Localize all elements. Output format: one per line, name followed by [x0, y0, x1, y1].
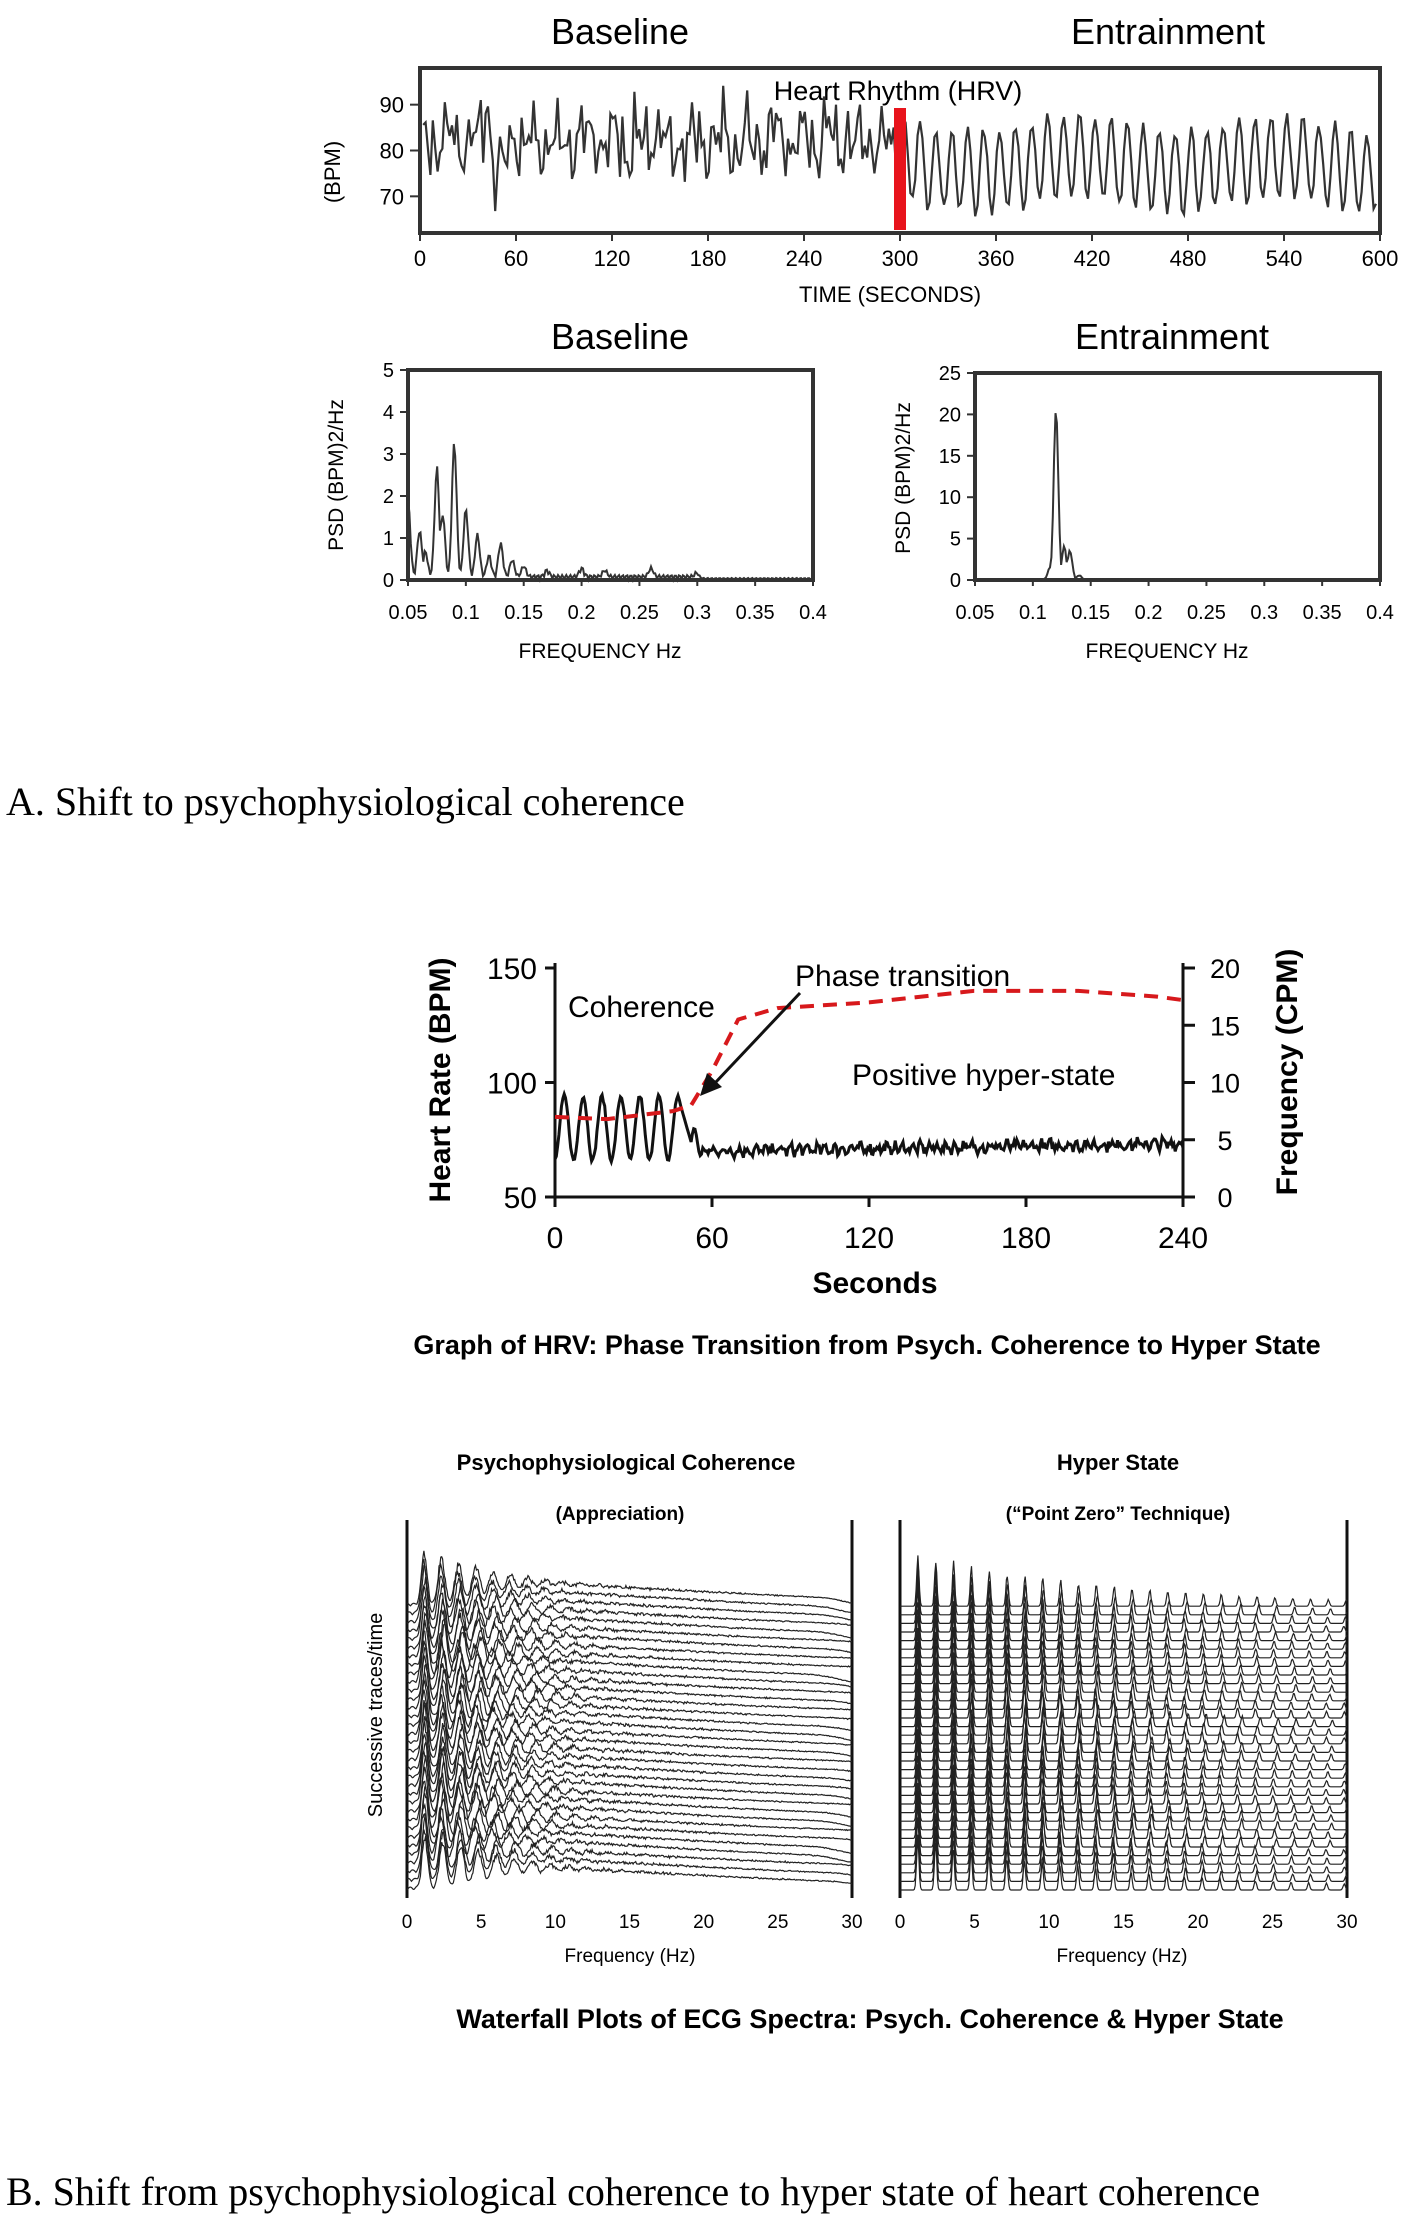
phase-x-tick-label: 180 — [1000, 1222, 1052, 1255]
hrv-x-tick-label: 360 — [977, 246, 1015, 271]
waterfall-left-x-tick-label: 5 — [475, 1912, 487, 1933]
waterfall-left-x-tick-label: 0 — [401, 1912, 413, 1933]
waterfall-right-trace — [900, 1764, 1347, 1812]
phase-right-tick-label: 20 — [1209, 954, 1241, 984]
psd-baseline-y-ticks — [383, 360, 408, 592]
psd-baseline-x-tick-label: 0.05 — [388, 602, 428, 624]
waterfall-right-trace — [900, 1791, 1347, 1839]
waterfall-right-x-tick-label: 15 — [1112, 1912, 1135, 1933]
hrv-chart — [320, 11, 1398, 307]
phase-ylabel-left: Heart Rate (BPM) — [424, 957, 457, 1203]
hrv-ylabel: (BPM) — [320, 140, 345, 204]
waterfall-left-x-tick-label: 30 — [841, 1912, 863, 1933]
hrv-x-tick-label: 540 — [1265, 246, 1303, 271]
psd-entrainment-x-ticks — [956, 580, 1394, 624]
waterfall-right-traces — [900, 1555, 1347, 1890]
psd-entrainment-chart — [892, 316, 1394, 663]
psd-entrainment-x-tick-label: 0.1 — [1018, 602, 1047, 624]
hrv-section-baseline: Baseline — [550, 11, 690, 52]
hrv-y-tick-label: 80 — [379, 138, 404, 164]
phase-annotation-hyper: Positive hyper-state — [852, 1059, 1116, 1092]
psd-baseline-x-ticks — [389, 580, 827, 624]
psd-entrainment-y-tick-label: 10 — [938, 487, 961, 510]
waterfall-right-title: Hyper State — [1056, 1450, 1180, 1475]
hrv-x-tick-label: 60 — [503, 246, 529, 271]
psd-baseline-chart — [325, 316, 827, 663]
phase-right-tick-label: 10 — [1209, 1068, 1241, 1099]
psd-entrainment-x-tick-label: 0.35 — [1302, 602, 1342, 624]
hrv-section-entrainment: Entrainment — [1070, 11, 1266, 52]
psd-baseline-x-tick-label: 0.3 — [683, 602, 712, 624]
waterfall-right-trace — [900, 1818, 1347, 1865]
waterfall-right-x-tick-label: 25 — [1261, 1912, 1284, 1933]
phase-heart-rate-line — [555, 1094, 1183, 1162]
psd-entrainment-frame — [975, 373, 1380, 580]
waterfall-right-xlabel: Frequency (Hz) — [1056, 1946, 1188, 1967]
hrv-y-tick-label: 70 — [379, 184, 404, 210]
waterfall-right-trace — [900, 1729, 1347, 1779]
figure-a-caption: A. Shift to psychophysiological coherence — [6, 779, 685, 824]
waterfall-right-trace — [900, 1555, 1347, 1606]
psd-entrainment-y-tick-label: 20 — [938, 404, 961, 427]
waterfall-right-x-ticks — [895, 1912, 1358, 1933]
figure-b-caption: B. Shift from psychophysiological coherence to hyper state of heart coherence — [6, 2169, 1261, 2214]
waterfall-right-trace — [900, 1628, 1347, 1675]
phase-x-tick-label: 120 — [843, 1222, 895, 1255]
psd-baseline-line — [408, 444, 812, 580]
psd-baseline-y-tick-label: 4 — [382, 402, 394, 424]
hrv-x-tick-label: 240 — [785, 246, 823, 271]
phase-annotation-transition: Phase transition — [795, 960, 1011, 993]
waterfall-caption: Waterfall Plots of ECG Spectra: Psych. Coherence & Hyper State — [456, 2004, 1284, 2034]
waterfall-left-subtitle: (Appreciation) — [555, 1504, 685, 1525]
waterfall-right-x-tick-label: 0 — [894, 1912, 906, 1933]
psd-baseline-x-tick-label: 0.1 — [451, 602, 480, 624]
waterfall-right-x-tick-label: 5 — [969, 1912, 980, 1933]
phase-x-tick-label: 240 — [1157, 1222, 1209, 1255]
hrv-title: Heart Rhythm (HRV) — [773, 76, 1023, 106]
waterfall-right-trace — [900, 1564, 1347, 1615]
waterfall-right-x-tick-label: 10 — [1038, 1912, 1060, 1933]
psd-entrainment-x-tick-label: 0.05 — [955, 602, 995, 624]
hrv-x-tick-label: 120 — [593, 246, 631, 271]
phase-right-ticks — [1183, 954, 1240, 1213]
phase-annotation-coherence: Coherence — [568, 991, 715, 1024]
hrv-x-tick-label: 600 — [1361, 246, 1399, 271]
phase-xlabel: Seconds — [812, 1267, 938, 1300]
waterfall-left-trace — [407, 1781, 852, 1830]
phase-right-tick-label: 0 — [1217, 1183, 1233, 1213]
psd-baseline-x-tick-label: 0.35 — [735, 602, 775, 624]
psd-entrainment-x-tick-label: 0.25 — [1186, 602, 1226, 624]
hrv-x-tick-label: 300 — [881, 246, 919, 271]
hrv-xlabel: TIME (SECONDS) — [798, 282, 982, 307]
waterfall-left-traces — [407, 1551, 852, 1890]
waterfall-left-x-tick-label: 25 — [767, 1912, 789, 1933]
waterfall-left-x-tick-label: 20 — [693, 1912, 715, 1933]
psd-entrainment-ylabel: PSD (BPM)2/Hz — [892, 402, 915, 554]
psd-baseline-x-tick-label: 0.2 — [567, 602, 596, 624]
waterfall-right-trace — [900, 1781, 1347, 1830]
psd-entrainment-xlabel: FREQUENCY Hz — [1085, 640, 1249, 663]
phase-ylabel-right: Frequency (CPM) — [1271, 948, 1304, 1196]
psd-entrainment-title: Entrainment — [1074, 316, 1270, 357]
psd-baseline-x-tick-label: 0.25 — [619, 602, 659, 624]
waterfall-right-trace — [900, 1678, 1347, 1727]
psd-entrainment-y-ticks — [939, 363, 975, 592]
waterfall-left-x-tick-label: 15 — [618, 1912, 641, 1933]
phase-left-tick-label: 150 — [486, 953, 537, 986]
waterfall-right-trace — [900, 1610, 1347, 1658]
hrv-x-ticks — [414, 233, 1398, 271]
waterfall-charts — [365, 1450, 1358, 2034]
psd-baseline-ylabel: PSD (BPM)2/Hz — [325, 399, 348, 551]
hrv-x-tick-label: 0 — [413, 246, 427, 271]
psd-entrainment-x-tick-label: 0.4 — [1366, 602, 1394, 624]
phase-chart — [413, 949, 1320, 1360]
psd-entrainment-x-tick-label: 0.3 — [1250, 602, 1279, 624]
waterfall-right-x-tick-label: 20 — [1187, 1912, 1209, 1933]
psd-entrainment-y-tick-label: 0 — [949, 570, 961, 592]
psd-baseline-x-tick-label: 0.15 — [504, 602, 544, 624]
psd-entrainment-x-tick-label: 0.2 — [1134, 602, 1163, 624]
psd-entrainment-line — [975, 413, 1379, 580]
psd-baseline-y-tick-label: 1 — [382, 528, 394, 550]
psd-baseline-y-tick-label: 5 — [382, 360, 394, 382]
waterfall-right-subtitle: (“Point Zero” Technique) — [1005, 1504, 1231, 1525]
psd-entrainment-y-tick-label: 25 — [938, 363, 961, 385]
psd-baseline-title: Baseline — [550, 316, 690, 357]
waterfall-left-x-tick-label: 10 — [544, 1912, 566, 1933]
psd-baseline-x-tick-label: 0.4 — [799, 602, 827, 624]
waterfall-left-x-ticks — [402, 1912, 863, 1933]
phase-x-tick-label: 60 — [695, 1222, 729, 1255]
psd-baseline-y-tick-label: 2 — [382, 486, 394, 508]
psd-baseline-xlabel: FREQUENCY Hz — [518, 640, 682, 663]
hrv-x-tick-label: 180 — [689, 246, 727, 271]
hrv-y-ticks — [380, 93, 420, 210]
waterfall-right-trace — [900, 1833, 1347, 1881]
waterfall-ylabel: Successive traces/time — [365, 1612, 387, 1818]
phase-left-ticks — [487, 953, 555, 1215]
phase-x-tick-label: 0 — [546, 1222, 564, 1255]
hrv-transition-marker — [894, 108, 906, 230]
phase-left-tick-label: 50 — [503, 1182, 537, 1215]
phase-right-tick-label: 15 — [1209, 1011, 1241, 1042]
phase-right-tick-label: 5 — [1217, 1125, 1233, 1156]
psd-baseline-y-tick-label: 3 — [382, 444, 394, 466]
hrv-x-tick-label: 420 — [1073, 246, 1111, 271]
waterfall-right-trace — [900, 1669, 1347, 1718]
psd-entrainment-y-tick-label: 5 — [949, 528, 961, 551]
psd-baseline-y-tick-label: 0 — [382, 570, 394, 592]
psd-entrainment-x-tick-label: 0.15 — [1071, 602, 1111, 624]
waterfall-right-x-tick-label: 30 — [1336, 1912, 1358, 1933]
phase-caption: Graph of HRV: Phase Transition from Psych. Coherence to Hyper State — [413, 1330, 1321, 1360]
waterfall-left-title: Psychophysiological Coherence — [456, 1450, 796, 1475]
waterfall-left-xlabel: Frequency (Hz) — [564, 1946, 696, 1967]
phase-left-tick-label: 100 — [486, 1067, 537, 1101]
phase-x-ticks — [547, 1197, 1208, 1255]
psd-entrainment-y-tick-label: 15 — [938, 445, 961, 468]
waterfall-right-trace — [900, 1756, 1347, 1804]
hrv-y-tick-label: 90 — [379, 92, 404, 118]
hrv-x-tick-label: 480 — [1169, 246, 1207, 271]
waterfall-right-trace — [900, 1602, 1347, 1649]
